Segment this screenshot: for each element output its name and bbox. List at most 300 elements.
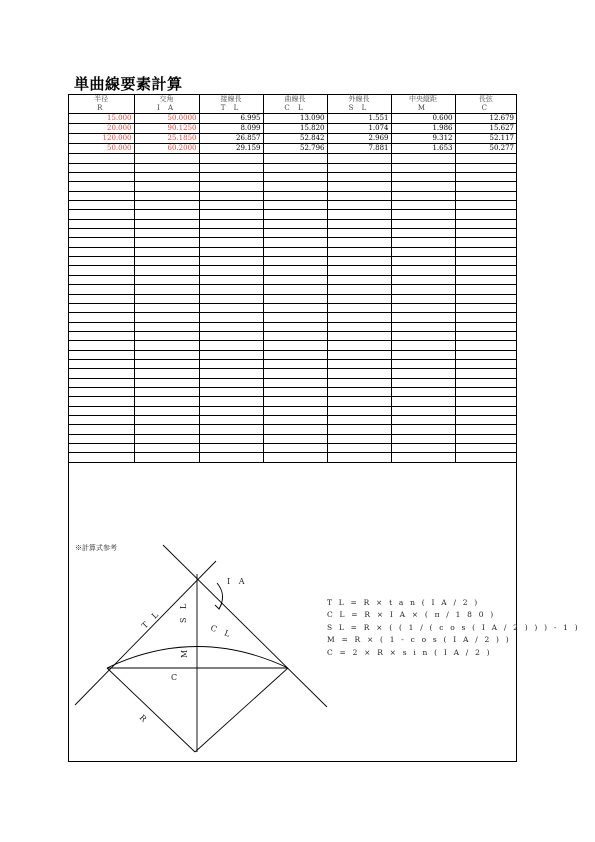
table-cell[interactable] (134, 415, 199, 424)
table-cell[interactable] (455, 191, 516, 200)
table-cell[interactable] (327, 238, 391, 247)
table-cell[interactable] (327, 406, 391, 415)
table-cell[interactable] (69, 219, 134, 228)
table-cell[interactable] (327, 191, 391, 200)
table-cell[interactable]: 1.551 (327, 114, 391, 124)
table-cell[interactable] (199, 173, 263, 182)
table-cell[interactable]: 26.857 (199, 134, 263, 144)
table-cell[interactable] (263, 303, 327, 312)
table-cell[interactable]: 50.277 (455, 144, 516, 154)
table-cell[interactable] (263, 275, 327, 284)
table-cell[interactable] (327, 182, 391, 191)
table-cell[interactable] (391, 415, 455, 424)
table-row (69, 322, 516, 331)
table-cell[interactable]: 25.1850 (134, 134, 199, 144)
table-cell[interactable] (69, 444, 134, 453)
table-cell[interactable] (69, 397, 134, 406)
table-cell[interactable] (391, 191, 455, 200)
table-cell[interactable] (134, 229, 199, 238)
table-cell[interactable] (391, 294, 455, 303)
table-cell[interactable] (327, 201, 391, 210)
table-cell[interactable] (455, 266, 516, 275)
table-cell[interactable]: 15.000 (69, 114, 134, 124)
table-cell[interactable] (391, 210, 455, 219)
table-row (69, 275, 516, 284)
table-cell[interactable] (391, 406, 455, 415)
table-cell[interactable] (327, 247, 391, 256)
table-cell[interactable] (69, 415, 134, 424)
table-cell[interactable] (327, 425, 391, 434)
table-cell[interactable] (391, 275, 455, 284)
table-row (69, 266, 516, 275)
table-cell[interactable]: 1.074 (327, 124, 391, 134)
table-row (69, 285, 516, 294)
table-row (69, 173, 516, 182)
table-cell[interactable] (199, 453, 263, 462)
table-cell[interactable] (199, 378, 263, 387)
table-cell[interactable] (391, 173, 455, 182)
table-cell[interactable] (199, 191, 263, 200)
table-cell[interactable] (455, 247, 516, 256)
table-cell[interactable] (263, 341, 327, 350)
table-cell[interactable] (327, 210, 391, 219)
table-cell[interactable] (327, 294, 391, 303)
table-cell[interactable] (199, 163, 263, 172)
table-cell[interactable] (327, 387, 391, 396)
table-cell[interactable] (455, 313, 516, 322)
table-cell[interactable] (199, 313, 263, 322)
formula-m: M = R × ( 1 - c o s ( I A / 2 ) ) (327, 635, 511, 645)
table-cell[interactable] (134, 322, 199, 331)
table-cell[interactable] (69, 285, 134, 294)
table-cell[interactable] (69, 387, 134, 396)
table-cell[interactable] (327, 163, 391, 172)
table-cell[interactable] (455, 182, 516, 191)
table-cell[interactable] (455, 378, 516, 387)
table-cell[interactable] (455, 369, 516, 378)
column-header: 外線長 (327, 95, 391, 104)
table-cell[interactable] (69, 350, 134, 359)
table-cell[interactable] (69, 313, 134, 322)
table-cell[interactable] (134, 294, 199, 303)
table-cell[interactable] (391, 229, 455, 238)
table-cell[interactable]: 15.627 (455, 124, 516, 134)
table-cell[interactable] (134, 378, 199, 387)
table-cell[interactable] (391, 378, 455, 387)
table-row (69, 229, 516, 238)
table-cell[interactable] (199, 303, 263, 312)
table-row (69, 350, 516, 359)
table-cell[interactable]: 15.820 (263, 124, 327, 134)
table-cell[interactable] (455, 154, 516, 163)
table-row (69, 341, 516, 350)
table-cell[interactable] (263, 257, 327, 266)
table-cell[interactable] (134, 210, 199, 219)
table-cell[interactable] (327, 378, 391, 387)
table-cell[interactable] (263, 210, 327, 219)
table-cell[interactable] (455, 397, 516, 406)
table-cell[interactable] (263, 201, 327, 210)
table-cell[interactable] (199, 275, 263, 284)
table-cell[interactable] (263, 350, 327, 359)
table-cell[interactable] (134, 173, 199, 182)
table-row (69, 406, 516, 415)
table-row (69, 182, 516, 191)
table-cell[interactable] (455, 294, 516, 303)
table-cell[interactable] (455, 173, 516, 182)
table-cell[interactable] (263, 173, 327, 182)
table-cell[interactable] (69, 182, 134, 191)
table-cell[interactable] (327, 444, 391, 453)
table-cell[interactable] (455, 257, 516, 266)
table-cell[interactable] (199, 341, 263, 350)
table-cell[interactable] (263, 229, 327, 238)
table-cell[interactable] (327, 453, 391, 462)
table-cell[interactable] (327, 173, 391, 182)
table-cell[interactable]: 9.312 (391, 134, 455, 144)
table-cell[interactable] (199, 294, 263, 303)
table-cell[interactable] (263, 369, 327, 378)
table-cell[interactable]: 60.2000 (134, 144, 199, 154)
table-cell[interactable] (69, 173, 134, 182)
table-cell[interactable] (455, 201, 516, 210)
table-cell[interactable] (134, 285, 199, 294)
table-cell[interactable] (199, 397, 263, 406)
table-cell[interactable] (263, 359, 327, 368)
table-cell[interactable] (327, 341, 391, 350)
table-cell[interactable] (327, 397, 391, 406)
table-cell[interactable] (455, 341, 516, 350)
table-cell[interactable] (134, 154, 199, 163)
table-cell[interactable] (199, 247, 263, 256)
column-symbol: S L (327, 104, 391, 114)
table-cell[interactable] (199, 406, 263, 415)
table-cell[interactable] (69, 163, 134, 172)
table-cell[interactable] (199, 238, 263, 247)
table-cell[interactable] (391, 201, 455, 210)
table-cell[interactable] (69, 303, 134, 312)
table-cell[interactable] (69, 294, 134, 303)
table-cell[interactable] (134, 191, 199, 200)
table-cell[interactable] (455, 359, 516, 368)
table-cell[interactable] (391, 247, 455, 256)
table-cell[interactable] (134, 331, 199, 340)
radius-line-left (107, 668, 195, 752)
table-cell[interactable] (199, 154, 263, 163)
table-cell[interactable]: 13.090 (263, 114, 327, 124)
table-cell[interactable] (69, 341, 134, 350)
table-cell[interactable] (199, 266, 263, 275)
column-symbol: T L (199, 104, 263, 114)
table-cell[interactable] (199, 350, 263, 359)
table-cell[interactable] (263, 397, 327, 406)
table-cell[interactable] (263, 415, 327, 424)
table-row (69, 134, 516, 144)
table-cell[interactable] (327, 275, 391, 284)
table-cell[interactable] (391, 238, 455, 247)
table-cell[interactable] (455, 453, 516, 462)
table-cell[interactable] (134, 247, 199, 256)
table-cell[interactable] (134, 219, 199, 228)
table-cell[interactable] (134, 182, 199, 191)
table-cell[interactable] (391, 313, 455, 322)
table-cell[interactable] (391, 303, 455, 312)
table-cell[interactable] (391, 341, 455, 350)
table-cell[interactable]: 52.842 (263, 134, 327, 144)
table-cell[interactable] (69, 210, 134, 219)
table-cell[interactable] (391, 163, 455, 172)
tangent-line-right (163, 545, 327, 707)
table-cell[interactable] (69, 322, 134, 331)
m-label: M (180, 649, 189, 658)
table-cell[interactable] (69, 378, 134, 387)
table-row (69, 303, 516, 312)
table-cell[interactable] (263, 453, 327, 462)
table-cell[interactable] (69, 238, 134, 247)
table-cell[interactable] (134, 275, 199, 284)
table-cell[interactable]: 7.881 (327, 144, 391, 154)
table-cell[interactable] (327, 313, 391, 322)
table-cell[interactable] (134, 303, 199, 312)
table-row (69, 453, 516, 462)
table-cell[interactable] (199, 434, 263, 443)
table-cell[interactable] (391, 387, 455, 396)
table-cell[interactable] (327, 266, 391, 275)
table-cell[interactable] (69, 453, 134, 462)
table-cell[interactable] (263, 387, 327, 396)
reference-label: ※計算式参考 (75, 544, 117, 552)
table-cell[interactable] (327, 257, 391, 266)
table-cell[interactable]: 0.600 (391, 114, 455, 124)
table-cell[interactable] (263, 444, 327, 453)
table-row (69, 444, 516, 453)
table-cell[interactable] (134, 313, 199, 322)
table-cell[interactable]: 50.0000 (134, 114, 199, 124)
table-cell[interactable] (69, 275, 134, 284)
table-cell[interactable] (134, 163, 199, 172)
table-cell[interactable]: 12.679 (455, 114, 516, 124)
table-cell[interactable] (199, 331, 263, 340)
table-cell[interactable] (69, 359, 134, 368)
c-label: C (171, 673, 178, 682)
table-cell[interactable] (327, 331, 391, 340)
table-row (69, 210, 516, 219)
table-row (69, 201, 516, 210)
table-cell[interactable] (391, 322, 455, 331)
table-cell[interactable] (391, 434, 455, 443)
table-cell[interactable] (455, 387, 516, 396)
table-cell[interactable] (69, 257, 134, 266)
table-cell[interactable] (199, 285, 263, 294)
table-cell[interactable] (199, 322, 263, 331)
column-symbol: R (69, 104, 134, 114)
table-cell[interactable]: 1.653 (391, 144, 455, 154)
table-cell[interactable] (327, 303, 391, 312)
table-cell[interactable] (455, 285, 516, 294)
table-cell[interactable] (263, 163, 327, 172)
table-cell[interactable] (199, 210, 263, 219)
table-cell[interactable] (327, 369, 391, 378)
table-cell[interactable] (199, 387, 263, 396)
table-cell[interactable] (263, 238, 327, 247)
table-cell[interactable] (391, 154, 455, 163)
tl-label: T L (140, 608, 163, 631)
table-cell[interactable]: 52.796 (263, 144, 327, 154)
table-cell[interactable] (455, 275, 516, 284)
table-cell[interactable] (455, 219, 516, 228)
table-cell[interactable] (134, 425, 199, 434)
table-cell[interactable] (69, 369, 134, 378)
table-cell[interactable] (327, 229, 391, 238)
table-cell[interactable] (134, 350, 199, 359)
table-cell[interactable] (455, 229, 516, 238)
table-cell[interactable] (69, 266, 134, 275)
table-cell[interactable] (263, 247, 327, 256)
table-cell[interactable] (391, 369, 455, 378)
table-cell[interactable] (263, 406, 327, 415)
column-symbol: M (391, 104, 455, 114)
table-cell[interactable] (263, 331, 327, 340)
table-cell[interactable] (69, 229, 134, 238)
table-cell[interactable]: 29.159 (199, 144, 263, 154)
table-cell[interactable] (199, 359, 263, 368)
table-cell[interactable] (327, 322, 391, 331)
table-cell[interactable] (391, 219, 455, 228)
table-cell[interactable] (134, 257, 199, 266)
table-cell[interactable] (199, 229, 263, 238)
table-cell[interactable] (455, 322, 516, 331)
table-cell[interactable] (391, 285, 455, 294)
table-cell[interactable] (199, 182, 263, 191)
table-cell[interactable] (327, 415, 391, 424)
column-header: 中央縦距 (391, 95, 455, 104)
table-cell[interactable] (455, 238, 516, 247)
table-cell[interactable] (263, 322, 327, 331)
table-cell[interactable] (263, 434, 327, 443)
table-cell[interactable] (134, 444, 199, 453)
table-cell[interactable] (455, 350, 516, 359)
table-cell[interactable] (263, 378, 327, 387)
table-cell[interactable]: 1.986 (391, 124, 455, 134)
formula-c: C = 2 × R × s i n ( I A / 2 ) (327, 647, 492, 657)
table-cell[interactable] (69, 154, 134, 163)
table-row (69, 378, 516, 387)
table-cell[interactable] (134, 266, 199, 275)
table-cell[interactable]: 52.117 (455, 134, 516, 144)
table-cell[interactable] (391, 331, 455, 340)
table-cell[interactable] (391, 397, 455, 406)
table-cell[interactable] (455, 434, 516, 443)
table-cell[interactable] (455, 331, 516, 340)
table-cell[interactable] (327, 285, 391, 294)
table-cell[interactable] (199, 369, 263, 378)
table-cell[interactable] (69, 425, 134, 434)
table-cell[interactable] (455, 444, 516, 453)
table-cell[interactable]: 120.000 (69, 134, 134, 144)
table-cell[interactable] (391, 425, 455, 434)
table-cell[interactable] (455, 415, 516, 424)
table-cell[interactable] (199, 425, 263, 434)
table-cell[interactable]: 8.099 (199, 124, 263, 134)
table-cell[interactable] (455, 210, 516, 219)
table-cell[interactable] (327, 359, 391, 368)
table-cell[interactable] (134, 201, 199, 210)
formula-sl: S L = R × ( ( 1 / ( c o s ( I A / 2 ) ) ) - 1 ) (327, 622, 580, 632)
table-cell[interactable] (391, 453, 455, 462)
table-cell[interactable] (199, 219, 263, 228)
table-cell[interactable] (134, 434, 199, 443)
table-cell[interactable] (327, 350, 391, 359)
table-cell[interactable] (391, 350, 455, 359)
table-cell[interactable] (199, 444, 263, 453)
table-cell[interactable] (455, 406, 516, 415)
table-cell[interactable] (391, 257, 455, 266)
table-row (69, 359, 516, 368)
table-cell[interactable]: 20.000 (69, 124, 134, 134)
table-cell[interactable] (134, 397, 199, 406)
table-cell[interactable] (391, 444, 455, 453)
table-cell[interactable] (455, 425, 516, 434)
table-row (69, 434, 516, 443)
column-header: 曲線長 (263, 95, 327, 104)
table-cell[interactable] (327, 434, 391, 443)
table-cell[interactable] (391, 266, 455, 275)
table-cell[interactable] (263, 425, 327, 434)
table-cell[interactable] (327, 219, 391, 228)
table-cell[interactable]: 2.969 (327, 134, 391, 144)
table-cell[interactable] (69, 331, 134, 340)
table-cell[interactable] (199, 257, 263, 266)
table-cell[interactable] (134, 406, 199, 415)
table-cell[interactable] (263, 266, 327, 275)
table-row (69, 397, 516, 406)
table-cell[interactable] (134, 453, 199, 462)
table-cell[interactable] (263, 182, 327, 191)
table-cell[interactable] (391, 359, 455, 368)
column-header: 交角 (134, 95, 199, 104)
table-cell[interactable] (263, 313, 327, 322)
table-cell[interactable] (263, 285, 327, 294)
table-cell[interactable] (69, 434, 134, 443)
table-cell[interactable] (69, 201, 134, 210)
table-cell[interactable] (263, 219, 327, 228)
table-row (69, 154, 516, 163)
table-cell[interactable] (263, 154, 327, 163)
formula-tl: T L = R × t a n ( I A / 2 ) (327, 598, 480, 607)
table-cell[interactable] (199, 415, 263, 424)
table-cell[interactable] (391, 182, 455, 191)
table-cell[interactable] (69, 247, 134, 256)
table-cell[interactable] (134, 341, 199, 350)
table-cell[interactable] (455, 303, 516, 312)
table-cell[interactable] (134, 359, 199, 368)
table-cell[interactable] (134, 369, 199, 378)
table-cell[interactable]: 50.000 (69, 144, 134, 154)
formula-list (327, 597, 580, 659)
table-cell[interactable]: 90.1250 (134, 124, 199, 134)
table-cell[interactable] (199, 201, 263, 210)
table-cell[interactable] (263, 294, 327, 303)
table-cell[interactable] (327, 154, 391, 163)
table-cell[interactable] (69, 191, 134, 200)
table-cell[interactable]: 6.995 (199, 114, 263, 124)
table-cell[interactable] (134, 238, 199, 247)
table-cell[interactable] (455, 163, 516, 172)
table-cell[interactable] (134, 387, 199, 396)
table-cell[interactable] (263, 191, 327, 200)
table-cell[interactable] (69, 406, 134, 415)
radius-line-right (195, 668, 288, 752)
